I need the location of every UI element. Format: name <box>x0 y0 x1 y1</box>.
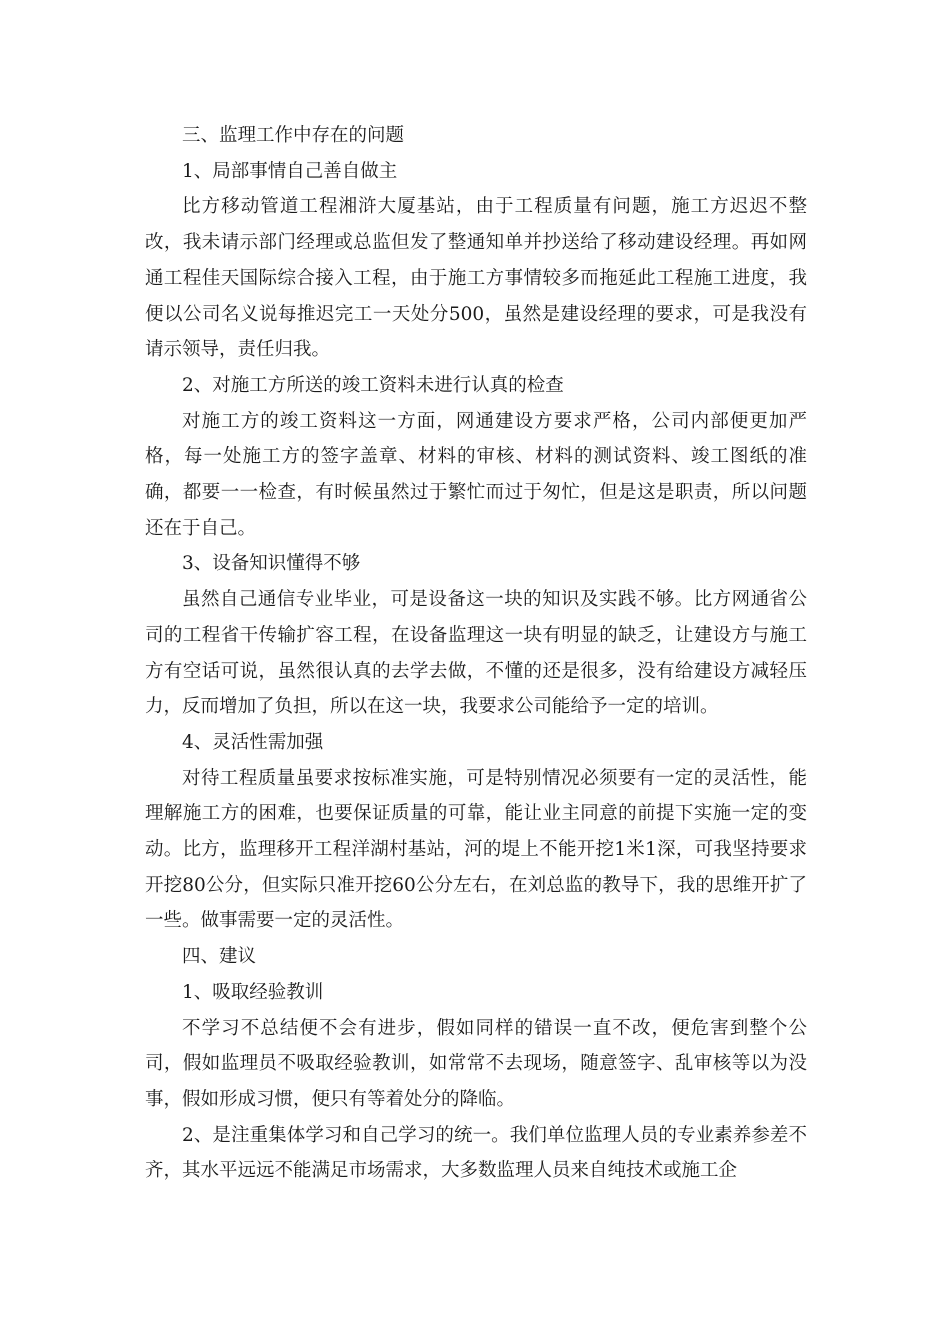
section-heading-suggestions: 四、建议 <box>182 946 257 968</box>
subheading-completion-docs: 2、对施工方所送的竣工资料未进行认真的检查 <box>182 374 564 396</box>
paragraph-equipment-knowledge: 虽然自己通信专业毕业，可是设备这一块的知识及实践不够。比方网通省公司的工程省干传输扩容工程，在设备监理这一块有明显的缺乏，让建设方与施工方有空话可说，虽然很认真的去学去做，不懂的还是很多，没有给建设方减轻压力，反而增加了负担，所以在这一块，我要求公司能给予一定的培训。 <box>145 589 807 718</box>
subheading-flexibility: 4、灵活性需加强 <box>182 731 324 753</box>
section-heading-problems: 三、监理工作中存在的问题 <box>182 125 405 146</box>
document-body <box>145 118 807 1189</box>
paragraph-collective-learning: 2、是注重集体学习和自己学习的统一。我们单位监理人员的专业素养参差不齐，其水平远远不能满足市场需求，大多数监理人员来自纯技术或施工企 <box>145 1124 807 1182</box>
subheading-acting-without-approval: 1、局部事情自己善自做主 <box>182 160 398 182</box>
paragraph-completion-docs: 对施工方的竣工资料这一方面，网通建设方要求严格，公司内部便更加严格，每一处施工方的签字盖章、材料的审核、材料的测试资料、竣工图纸的准确，都要一一检查，有时候虽然过于繁忙而过于匆忙，但是这是职责，所以问题还在于自己。 <box>145 410 807 539</box>
subheading-learn-lessons: 1、吸取经验教训 <box>182 981 324 1003</box>
paragraph-learn-lessons: 不学习不总结便不会有进步，假如同样的错误一直不改，便危害到整个公司，假如监理员不吸取经验教训，如常常不去现场，随意签字、乱审核等以为没事，假如形成习惯，便只有等着处分的降临。 <box>145 1017 807 1110</box>
paragraph-flexibility: 对待工程质量虽要求按标准实施，可是特别情况必须要有一定的灵活性，能理解施工方的困难，也要保证质量的可靠，能让业主同意的前提下实施一定的变动。比方，监理移开工程洋湖村基站，河的堤上不能开挖1米1深，可我坚持要求开挖80公分，但实际只准开挖60公分左右，在刘总监的教导下，我的思维开扩了一些。做事需要一定的灵活性。 <box>145 767 807 932</box>
subheading-equipment-knowledge: 3、设备知识懂得不够 <box>182 553 361 575</box>
paragraph-acting-without-approval: 比方移动管道工程湘浒大厦基站，由于工程质量有问题，施工方迟迟不整改，我未请示部门经理或总监但发了整通知单并抄送给了移动建设经理。再如网通工程佳天国际综合接入工程，由于施工方事情较多而拖延此工程施工进度，我便以公司名义说每推迟完工一天处分500，虽然是建设经理的要求，可是我没有请示领导，责任归我。 <box>145 196 807 361</box>
